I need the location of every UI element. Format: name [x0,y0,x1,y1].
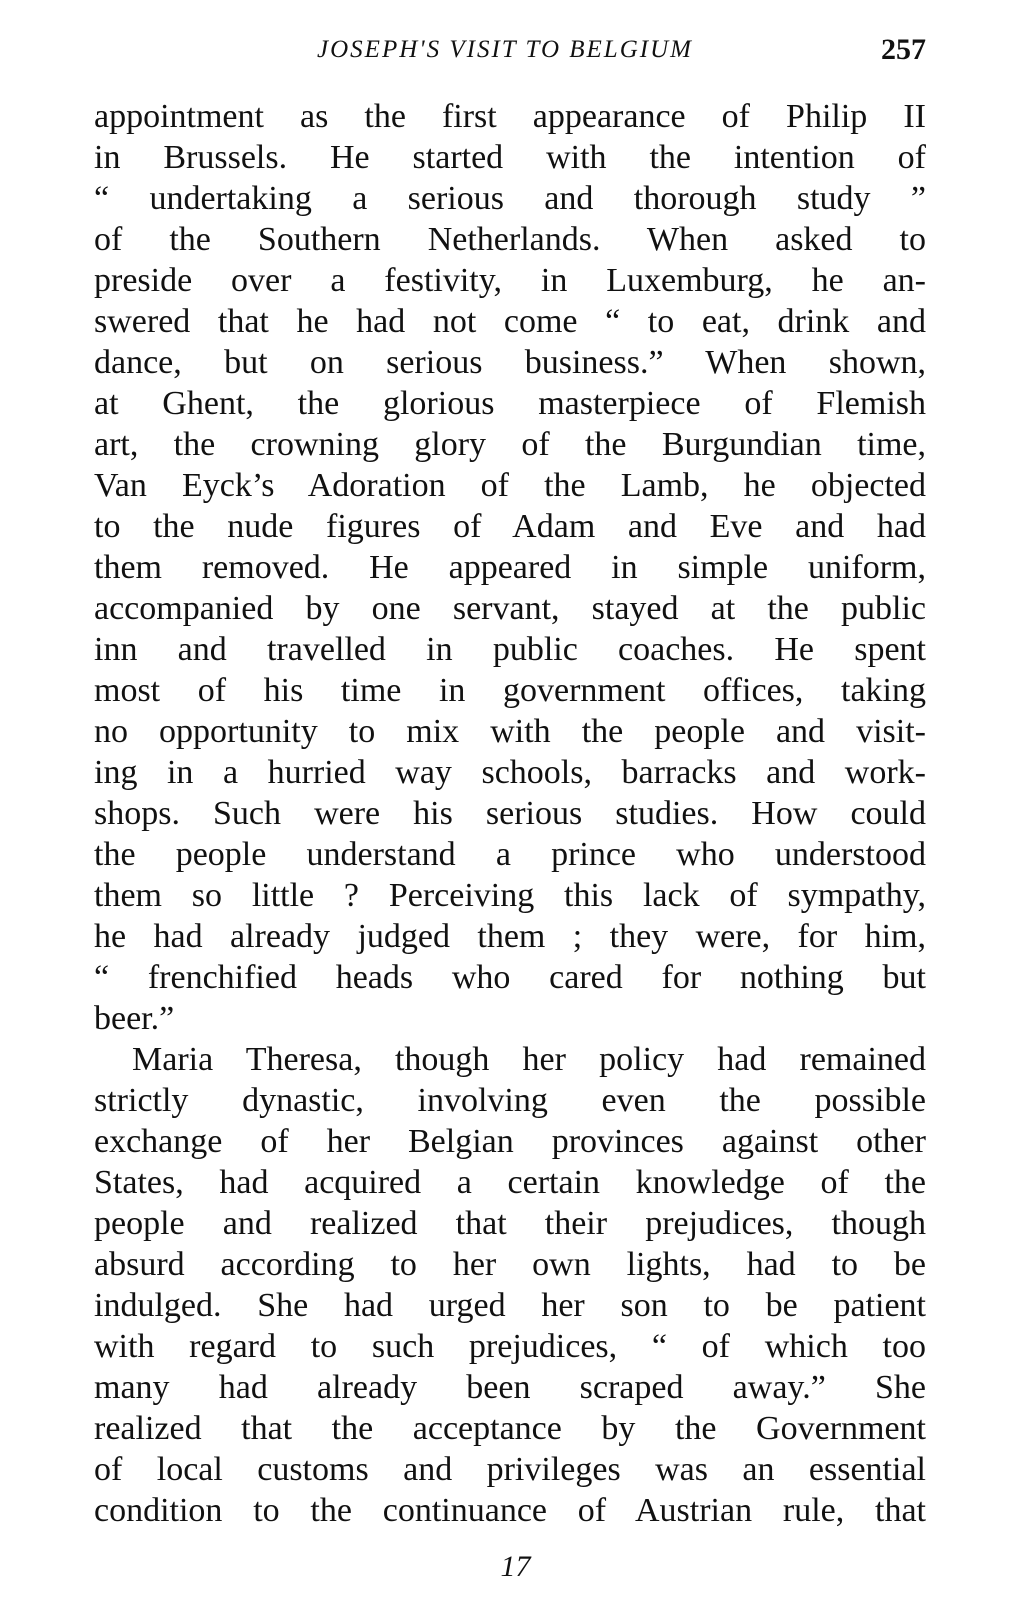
text-line: States, had acquired a certain knowledge of the [94,1164,926,1201]
text-line: many had already been scraped away.” She [94,1369,926,1406]
text-line: condition to the continuance of Austrian rule, that [94,1492,926,1529]
text-line: Maria Theresa, though her policy had remained [132,1041,926,1078]
text-line: preside over a festivity, in Luxemburg, he an- [94,262,926,299]
text-line: of the Southern Netherlands. When asked to [94,221,926,258]
text-line: swered that he had not come “ to eat, drink and [94,303,926,340]
text-line: people and realized that their prejudices, though [94,1205,926,1242]
running-head [90,30,926,70]
text-line: strictly dynastic, involving even the possible [94,1082,926,1119]
text-line: Van Eyck’s Adoration of the Lamb, he objected [94,467,926,504]
paragraph-2 [94,1039,926,1531]
text-line: with regard to such prejudices, “ of which too [94,1328,926,1365]
text-line: art, the crowning glory of the Burgundian time, [94,426,926,463]
text-line: “ frenchified heads who cared for nothing but [94,959,926,996]
text-line: in Brussels. He started with the intention of [94,139,926,176]
text-line: to the nude figures of Adam and Eve and had [94,508,926,545]
text-line: the people understand a prince who understood [94,836,926,873]
text-line: indulged. She had urged her son to be patient [94,1287,926,1324]
paragraph-1 [94,96,926,1039]
text-line: at Ghent, the glorious masterpiece of Flemish [94,385,926,422]
text-line: inn and travelled in public coaches. He spent [94,631,926,668]
text-line: exchange of her Belgian provinces against other [94,1123,926,1160]
text-line: them removed. He appeared in simple uniform, [94,549,926,586]
text-line: appointment as the first appearance of Philip II [94,98,926,135]
text-line: beer.” [94,1000,175,1037]
text-line: realized that the acceptance by the Government [94,1410,926,1447]
text-line: ing in a hurried way schools, barracks and work- [94,754,926,791]
signature-mark: 17 [500,1550,531,1583]
running-title: JOSEPH'S VISIT TO BELGIUM [317,36,693,63]
text-line: absurd according to her own lights, had to be [94,1246,926,1283]
text-line: of local customs and privileges was an essential [94,1451,926,1488]
text-line: shops. Such were his serious studies. How could [94,795,926,832]
text-line: no opportunity to mix with the people and visit- [94,713,926,750]
page-number: 257 [881,33,926,66]
text-line: most of his time in government offices, taking [94,672,926,709]
text-line: accompanied by one servant, stayed at the public [94,590,926,627]
body-text [94,96,926,1531]
text-line: them so little ? Perceiving this lack of sympathy, [94,877,926,914]
text-line: dance, but on serious business.” When shown, [94,344,926,381]
text-line: he had already judged them ; they were, for him, [94,918,926,955]
text-line: “ undertaking a serious and thorough study ” [94,180,926,217]
